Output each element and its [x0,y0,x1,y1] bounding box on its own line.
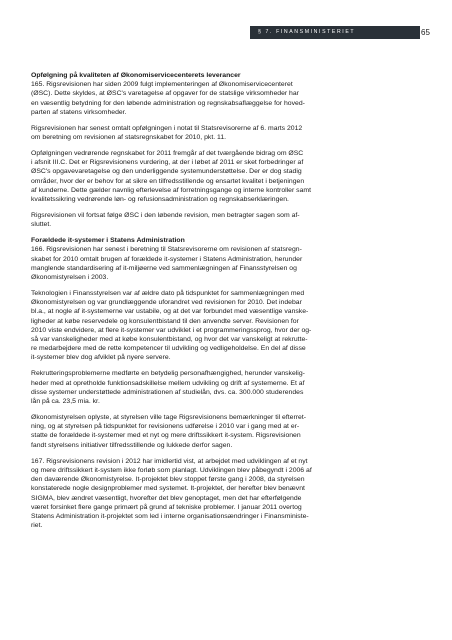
body-text-line: sluttet. [31,221,52,229]
body-text-line: 166. Rigsrevisionen har senest i beretning til Statsrevisorerne om revisionen af statsregn- [31,246,302,254]
body-text-line: og mere driftssikkert it-system ikke forløb som planlagt. Udviklingen blev påbegyndt i 2006 af [31,466,312,474]
body-text-line: Rigsrevisionen har senest omtalt opfølgningen i notat til Statsrevisorerne af 6. marts 2012 [31,124,303,132]
body-text-line: Teknologien i Finansstyrelsen var af ældre dato på tidspunktet for sammenlægningen med [31,290,305,298]
body-text-line: af kunderne. Dette gælder navnlig efterlevelse af forretningsgange og interne kontroller samt [31,186,311,194]
body-text-line: it-systemer blev dog afviklet på nyere servere. [31,354,171,362]
body-text-line: en væsentlig betydning for den løbende administration og regnskabsaflæggelse for hoved- [31,99,305,107]
body-text-line: Rekrutteringsproblemerne medførte en betydelig personafhængighed, herunder vanskelig- [31,370,305,378]
body-text-line: 165. Rigsrevisionen har siden 2009 fulgt implementeringen af Økonomiservicecenteret [31,81,293,89]
body-text-line: Økonomistyrelsen i 2003. [31,274,109,282]
body-text-line: Opfølgningen vedrørende regnskabet for 2011 fremgår af det tværgående bidrag om ØSC [31,150,304,158]
body-text-line: Økonomistyrelsen oplyste, at styrelsen ville tage Rigsrevisionens bemærkninger til efterret- [31,414,307,422]
body-text-line: Statens Administration it-projektet som led i interne organisationsændringer i Finansministe- [31,512,309,520]
paragraph-gap [31,406,363,413]
paragraph-gap [31,142,363,149]
body-text-line: bl.a., at nogle af it-systemerne var ustabile, og at det var forbundet med væsentlige vanske- [31,308,309,316]
paragraph-gap [31,450,363,457]
body-text-line: kvalitetssikring vedrørende løn- og refusionsadministration og regnskabserklæringen. [31,196,289,204]
body-text-line: re medarbejdere med de rette kompetencer til udvikling og vedligeholdelse. En del af disse [31,345,306,353]
body-text-line: så var vanskeligheder med at købe konsulentbistand, og hvor det var vanskeligt at rekrutte- [31,336,308,344]
body-text-line: områder, hvor der er behov for at sikre en tilfredsstillende og ensartet kvalitet i betjeningen [31,177,305,185]
body-text-line: 2010 viste endvidere, at flere it-systemer var udviklet i et programmeringssprog, hvor der og- [31,326,312,334]
body-text-line: Økonomistyrelsen og var grundlæggende uforandret ved revisionen for 2010. Det indebar [31,299,302,307]
body-text-line: om beretning om revisionen af statsregnskabet for 2010, pkt. 11. [31,134,227,142]
section-heading: Forældede it-systemer i Statens Administration [31,237,185,245]
body-text-line: i afsnit III.C. Det er Rigsrevisionens vurdering, at der i løbet af 2011 er sket forbedringer af [31,159,304,167]
body-text-line: konstaterede nogle designproblemer med systemet. It-projektet, der herefter blev benævnt [31,485,305,493]
page-number: 65 [421,28,430,37]
body-text-line: disse systemer understøttede administrationen af studielån, dvs. ca. 300.000 studerendes [31,388,304,396]
body-text-line: heder med at opretholde funktionsadskillelse mellem udvikling og drift af systemerne. Et af [31,379,305,387]
body-text-line: Rigsrevisionen vil fortsat følge ØSC i den løbende revision, men betragter sagen som af- [31,212,300,220]
body-text-line: lån på ca. 23,5 mia. kr. [31,398,100,406]
body-text-line: ning, og at styrelsen på tidspunktet for revisionens udførelse i 2010 var i gang med at er- [31,423,300,431]
body-text-line: ligheder at købe reservedele og konsulentbistand til den anvendte server. Revisionen for [31,317,299,325]
paragraph-gap [31,229,363,236]
body-text-line: været forsinket flere gange primært på grund af tekniske problemer. I januar 2011 overtog [31,503,302,511]
body-text-line: skabet for 2010 omtalt brugen af forældede it-systemer i Statens Administration, herunder [31,255,303,263]
body-text-line: den daværende Økonomistyrelse. It-projektet blev stoppet første gang i 2008, da styrelsen [31,476,305,484]
paragraph-gap [31,363,363,370]
paragraph-gap [31,204,363,211]
body-text-line: statte de forældede it-systemer med et nyt og mere driftssikkert it-system. Rigsrevisionen [31,432,301,440]
running-header-label: § 7. FINANSMINISTERIET [258,29,356,35]
document-body [31,71,363,530]
paragraph-gap [31,282,363,289]
body-text-line: fandt styrelsens initiativer tilfredsstillende og lukkede derfor sagen. [31,441,233,449]
body-text-line: ØSC's opgavevaretagelse og den underliggende systemunderstøttelse. Der er dog stadig [31,168,302,176]
body-text-line: SIGMA, blev ændret væsentligt, hvorefter det blev genoptaget, men det har efterfølgende [31,494,302,502]
body-text-line: 167. Rigsrevisionens revision i 2012 har imidlertid vist, at arbejdet med udviklingen af et nyt [31,457,308,465]
body-text-line: manglende standardisering af it-miljøerne ved sammenlægningen af Finansstyrelsen og [31,264,297,272]
body-text-line: parten af statens virksomheder. [31,108,127,116]
paragraph-gap [31,117,363,124]
section-heading: Opfølgning på kvaliteten af Økonomiservicecenterets leverancer [31,72,241,79]
body-text-line: (ØSC). Dette skyldes, at ØSC's varetagelse af opgaver for de statslige virksomheder har [31,90,299,98]
body-text-line: riet. [31,522,43,530]
